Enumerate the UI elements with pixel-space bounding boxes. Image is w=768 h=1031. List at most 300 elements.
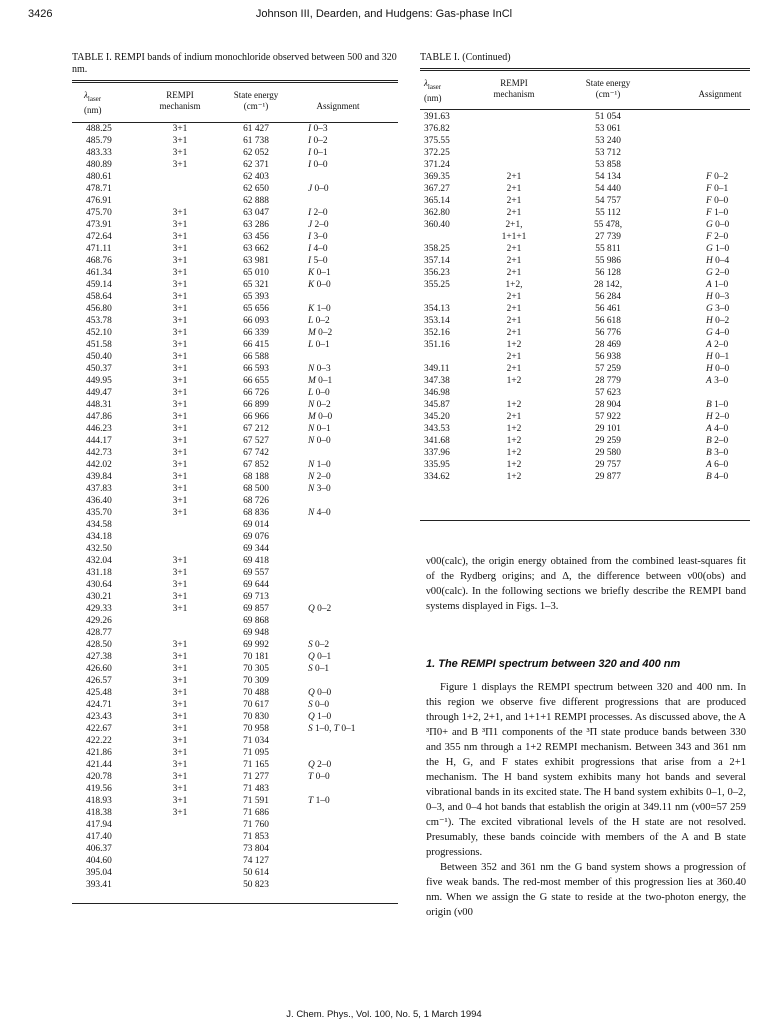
cell-assignment: H 0–1 <box>706 352 730 362</box>
cell-assignment: A 4–0 <box>706 424 729 434</box>
cell-laser: 343.53 <box>424 424 450 434</box>
table-row <box>86 423 396 435</box>
cell-state-energy: 66 415 <box>243 340 269 350</box>
table-row <box>424 435 750 447</box>
cell-assignment: B 2–0 <box>706 436 729 446</box>
table-row <box>86 603 396 615</box>
cell-assignment: N 4–0 <box>308 508 331 518</box>
cell-laser: 449.95 <box>86 376 112 386</box>
cell-state-energy: 65 010 <box>243 268 269 278</box>
cell-laser: 335.95 <box>424 460 450 470</box>
cell-assignment: F 1–0 <box>706 208 729 218</box>
cell-state-energy: 69 557 <box>243 568 269 578</box>
cell-assignment: H 0–0 <box>706 364 730 374</box>
cell-laser: 435.70 <box>86 508 112 518</box>
cell-assignment: J 2–0 <box>308 220 329 230</box>
cell-mechanism: 1+2 <box>506 448 522 458</box>
table-row <box>86 231 396 243</box>
cell-state-energy: 69 076 <box>243 532 269 542</box>
cell-state-energy: 65 393 <box>243 292 269 302</box>
cell-mechanism: 3+1 <box>172 424 188 434</box>
cell-state-energy: 57 623 <box>595 388 621 398</box>
cell-laser: 431.18 <box>86 568 112 578</box>
table-row <box>86 819 396 831</box>
paragraph-figure1: Figure 1 displays the REMPI spectrum between 320 and 400 nm. In this region we observe five different progressions that are produced through 1+2, 2+1, and 1+1+1 REMPI processes. As discussed above, the A ³Π0+ and B ³Π1 components of the ³Π state produce bands between 330 and 355 nm through a 1+2 REMPI mechanism. Between 343 and 361 nm the H, G, and F states exhibit progressions that arise from a 2+1 mechanism. The H band system exhibits many hot bands and several vibrational bands in its excited state. The H band system exhibits 0–1, 0–2, 0–3, and 0–4 hot bands that establish the origin at 349.11 nm (ν00=57 259 cm⁻¹). The excited vibrational levels of the H state are not resolved. Presumably, these bands coincide with members of the A and B state progressions. <box>426 682 746 858</box>
cell-state-energy: 63 047 <box>243 208 269 218</box>
cell-assignment: I 0–2 <box>308 136 328 146</box>
body-text-section <box>426 680 746 920</box>
table-row <box>86 747 396 759</box>
table-row <box>86 363 396 375</box>
cell-assignment: I 3–0 <box>308 232 328 242</box>
cell-laser: 471.11 <box>86 244 112 254</box>
cell-mechanism: 3+1 <box>172 760 188 770</box>
cell-laser: 428.50 <box>86 640 112 650</box>
table-row <box>86 195 396 207</box>
cell-laser: 375.55 <box>424 136 450 146</box>
cell-laser: 418.38 <box>86 808 112 818</box>
cell-laser: 345.20 <box>424 412 450 422</box>
cell-mechanism: 3+1 <box>172 376 188 386</box>
cell-assignment: J 0–0 <box>308 184 329 194</box>
cell-state-energy: 28 904 <box>595 400 621 410</box>
cell-assignment: N 3–0 <box>308 484 331 494</box>
table-row <box>86 687 396 699</box>
table-row <box>86 855 396 867</box>
table-row <box>424 339 750 351</box>
table-row <box>424 159 750 171</box>
cell-state-energy: 69 344 <box>243 544 269 554</box>
table-row <box>86 675 396 687</box>
section-heading: 1. The REMPI spectrum between 320 and 400 nm <box>426 658 681 670</box>
cell-assignment: L 0–0 <box>308 388 330 398</box>
cell-state-energy: 29 101 <box>595 424 621 434</box>
cell-state-energy: 67 852 <box>243 460 269 470</box>
cell-laser: 347.38 <box>424 376 450 386</box>
cell-assignment: B 3–0 <box>706 448 729 458</box>
cell-laser: 371.24 <box>424 160 450 170</box>
table-row <box>86 351 396 363</box>
cell-state-energy: 66 655 <box>243 376 269 386</box>
table-row <box>86 567 396 579</box>
cell-mechanism: 2+1 <box>506 292 522 302</box>
cell-laser: 468.76 <box>86 256 112 266</box>
cell-mechanism: 3+1 <box>172 352 188 362</box>
cell-assignment: N 0–1 <box>308 424 331 434</box>
paragraph-continuation: ν00(calc), the origin energy obtained from the combined least-squares fit of the Rydberg origins; and Δ, the difference between ν00(obs) and ν00(calc). In the following sections we briefly describe the REMPI band systems displayed in Figs. 1–3. <box>426 556 746 612</box>
cell-state-energy: 29 757 <box>595 460 621 470</box>
cell-laser: 357.14 <box>424 256 450 266</box>
cell-mechanism: 2+1, <box>505 220 523 230</box>
cell-assignment: Q 2–0 <box>308 760 332 770</box>
cell-state-energy: 68 500 <box>243 484 269 494</box>
cell-laser: 450.37 <box>86 364 112 374</box>
cell-mechanism: 3+1 <box>172 784 188 794</box>
cell-mechanism: 3+1 <box>172 364 188 374</box>
table-row <box>424 195 750 207</box>
cell-laser: 473.91 <box>86 220 112 230</box>
table-row <box>424 255 750 267</box>
cell-laser: 480.61 <box>86 172 112 182</box>
cell-mechanism: 2+1 <box>506 172 522 182</box>
cell-state-energy: 67 212 <box>243 424 269 434</box>
table-row <box>86 411 396 423</box>
table-row <box>86 447 396 459</box>
cell-assignment: S 0–0 <box>308 700 330 710</box>
cell-assignment: A 3–0 <box>706 376 729 386</box>
running-header <box>28 6 740 24</box>
cell-assignment: Q 0–2 <box>308 604 332 614</box>
table-row <box>86 783 396 795</box>
cell-laser: 360.40 <box>424 220 450 230</box>
col-header-rempi: REMPI mechanism <box>159 90 201 111</box>
cell-laser: 451.58 <box>86 340 112 350</box>
cell-mechanism: 3+1 <box>172 316 188 326</box>
cell-state-energy: 56 776 <box>595 328 621 338</box>
cell-assignment: T 1–0 <box>308 796 330 806</box>
cell-laser: 432.50 <box>86 544 112 554</box>
table-caption-right: TABLE I. (Continued) <box>420 52 511 63</box>
cell-mechanism: 3+1 <box>172 208 188 218</box>
table-row <box>86 531 396 543</box>
cell-laser: 450.40 <box>86 352 112 362</box>
cell-assignment: Q 0–0 <box>308 688 332 698</box>
cell-assignment: B 4–0 <box>706 472 729 482</box>
table-row <box>86 147 396 159</box>
cell-state-energy: 57 259 <box>595 364 621 374</box>
cell-assignment: B 1–0 <box>706 400 729 410</box>
table-bottom-rule-right <box>420 520 750 521</box>
cell-mechanism: 3+1 <box>172 448 188 458</box>
cell-laser: 419.56 <box>86 784 112 794</box>
cell-laser: 354.13 <box>424 304 450 314</box>
table-row <box>86 279 396 291</box>
table-row <box>86 867 396 879</box>
cell-assignment: F 0–2 <box>706 172 729 182</box>
cell-laser: 432.04 <box>86 556 112 566</box>
cell-state-energy: 71 277 <box>243 772 269 782</box>
cell-state-energy: 69 948 <box>243 628 269 638</box>
cell-state-energy: 71 165 <box>243 760 269 770</box>
cell-assignment: H 0–3 <box>706 292 730 302</box>
cell-mechanism: 3+1 <box>172 592 188 602</box>
cell-laser: 437.83 <box>86 484 112 494</box>
table-row <box>424 219 750 231</box>
cell-assignment: G 2–0 <box>706 268 730 278</box>
cell-state-energy: 62 888 <box>243 196 269 206</box>
cell-laser: 355.25 <box>424 280 450 290</box>
cell-mechanism: 2+1 <box>506 304 522 314</box>
table-row <box>86 555 396 567</box>
cell-mechanism: 1+2 <box>506 460 522 470</box>
col-header-laser: $\lambda_{laser}$ (nm) <box>84 90 102 115</box>
cell-mechanism: 3+1 <box>172 328 188 338</box>
cell-mechanism: 3+1 <box>172 244 188 254</box>
cell-state-energy: 54 440 <box>595 184 621 194</box>
table-row <box>86 327 396 339</box>
cell-state-energy: 61 738 <box>243 136 269 146</box>
table-row <box>86 471 396 483</box>
cell-mechanism: 3+1 <box>172 676 188 686</box>
cell-mechanism: 2+1 <box>506 256 522 266</box>
cell-mechanism: 3+1 <box>172 556 188 566</box>
cell-state-energy: 53 858 <box>595 160 621 170</box>
table-row <box>86 723 396 735</box>
cell-assignment: A 2–0 <box>706 340 729 350</box>
cell-assignment: N 0–2 <box>308 400 331 410</box>
cell-mechanism: 1+2 <box>506 376 522 386</box>
table-row <box>86 315 396 327</box>
cell-laser: 421.86 <box>86 748 112 758</box>
cell-state-energy: 55 986 <box>595 256 621 266</box>
cell-state-energy: 28 779 <box>595 376 621 386</box>
table-row <box>86 507 396 519</box>
cell-laser: 349.11 <box>424 364 450 374</box>
cell-state-energy: 71 686 <box>243 808 269 818</box>
cell-assignment: H 2–0 <box>706 412 730 422</box>
cell-laser: 461.34 <box>86 268 112 278</box>
cell-mechanism: 1+2 <box>506 436 522 446</box>
cell-laser: 452.10 <box>86 328 112 338</box>
cell-mechanism: 1+2 <box>506 424 522 434</box>
cell-laser: 472.64 <box>86 232 112 242</box>
table-row <box>424 123 750 135</box>
cell-state-energy: 29 259 <box>595 436 621 446</box>
cell-laser: 448.31 <box>86 400 112 410</box>
running-title: Johnson III, Dearden, and Hudgens: Gas-phase InCl <box>255 8 513 20</box>
cell-mechanism: 3+1 <box>172 340 188 350</box>
cell-state-energy: 69 014 <box>243 520 269 530</box>
cell-mechanism: 2+1 <box>506 316 522 326</box>
cell-mechanism: 2+1 <box>506 244 522 254</box>
cell-assignment: I 4–0 <box>308 244 328 254</box>
cell-mechanism: 3+1 <box>172 748 188 758</box>
table-row <box>424 423 750 435</box>
cell-laser: 442.02 <box>86 460 112 470</box>
cell-state-energy: 56 461 <box>595 304 621 314</box>
cell-mechanism: 2+1 <box>506 208 522 218</box>
cell-laser: 458.64 <box>86 292 112 302</box>
cell-laser: 483.33 <box>86 148 112 158</box>
cell-mechanism: 3+1 <box>172 508 188 518</box>
cell-mechanism: 3+1 <box>172 412 188 422</box>
cell-laser: 439.84 <box>86 472 112 482</box>
table-row <box>86 387 396 399</box>
cell-mechanism: 3+1 <box>172 124 188 134</box>
table-row <box>424 327 750 339</box>
cell-state-energy: 62 403 <box>243 172 269 182</box>
cell-state-energy: 67 742 <box>243 448 269 458</box>
table-caption-left: TABLE I. REMPI bands of indium monochloride observed between 500 and 320 nm. <box>72 52 397 75</box>
table-row <box>86 519 396 531</box>
cell-assignment: F 0–0 <box>706 196 729 206</box>
cell-mechanism: 3+1 <box>172 640 188 650</box>
table-row <box>86 543 396 555</box>
cell-assignment: G 4–0 <box>706 328 730 338</box>
cell-mechanism: 3+1 <box>172 280 188 290</box>
cell-mechanism: 3+1 <box>172 460 188 470</box>
cell-laser: 376.82 <box>424 124 450 134</box>
table-bottom-rule <box>72 903 398 904</box>
cell-laser: 442.73 <box>86 448 112 458</box>
table-row <box>86 651 396 663</box>
cell-laser: 476.91 <box>86 196 112 206</box>
cell-assignment: N 2–0 <box>308 472 331 482</box>
cell-state-energy: 55 478, <box>593 220 623 230</box>
cell-assignment: M 0–2 <box>308 328 333 338</box>
cell-mechanism: 3+1 <box>172 664 188 674</box>
cell-mechanism: 1+2 <box>506 340 522 350</box>
cell-laser: 444.17 <box>86 436 112 446</box>
col-header-assignment-right: Assignment <box>698 89 742 99</box>
cell-laser: 346.98 <box>424 388 450 398</box>
cell-laser: 356.23 <box>424 268 450 278</box>
cell-laser: 341.68 <box>424 436 450 446</box>
table-row <box>424 351 750 363</box>
table-row <box>86 735 396 747</box>
cell-mechanism: 3+1 <box>172 688 188 698</box>
cell-mechanism: 3+1 <box>172 400 188 410</box>
cell-mechanism: 3+1 <box>172 652 188 662</box>
cell-laser: 358.25 <box>424 244 450 254</box>
cell-laser: 425.48 <box>86 688 112 698</box>
table-row <box>424 183 750 195</box>
table-row <box>86 843 396 855</box>
cell-state-energy: 29 877 <box>595 472 621 482</box>
cell-mechanism: 2+1 <box>506 364 522 374</box>
table-row <box>424 207 750 219</box>
cell-state-energy: 66 339 <box>243 328 269 338</box>
cell-state-energy: 68 836 <box>243 508 269 518</box>
cell-laser: 475.70 <box>86 208 112 218</box>
cell-laser: 436.40 <box>86 496 112 506</box>
cell-mechanism: 3+1 <box>172 496 188 506</box>
cell-laser: 426.60 <box>86 664 112 674</box>
cell-laser: 426.57 <box>86 676 112 686</box>
cell-mechanism: 3+1 <box>172 220 188 230</box>
cell-state-energy: 53 712 <box>595 148 621 158</box>
cell-laser: 456.80 <box>86 304 112 314</box>
cell-state-energy: 55 112 <box>595 208 621 218</box>
cell-laser: 453.78 <box>86 316 112 326</box>
cell-assignment: K 0–0 <box>308 280 331 290</box>
table-row <box>86 795 396 807</box>
cell-laser: 365.14 <box>424 196 450 206</box>
table-row <box>86 663 396 675</box>
table-row <box>86 159 396 171</box>
cell-laser: 351.16 <box>424 340 450 350</box>
table-row <box>86 123 396 135</box>
cell-mechanism: 3+1 <box>172 808 188 818</box>
cell-laser: 447.86 <box>86 412 112 422</box>
cell-state-energy: 66 966 <box>243 412 269 422</box>
cell-mechanism: 3+1 <box>172 712 188 722</box>
cell-assignment: I 2–0 <box>308 208 328 218</box>
cell-laser: 362.80 <box>424 208 450 218</box>
table-row <box>424 279 750 291</box>
cell-state-energy: 57 922 <box>595 412 621 422</box>
table-row <box>86 207 396 219</box>
cell-mechanism: 2+1 <box>506 412 522 422</box>
table-row <box>86 639 396 651</box>
cell-state-energy: 66 093 <box>243 316 269 326</box>
cell-laser: 404.60 <box>86 856 112 866</box>
cell-laser: 423.43 <box>86 712 112 722</box>
cell-state-energy: 70 830 <box>243 712 269 722</box>
table-row <box>424 363 750 375</box>
col-header-assignment: Assignment <box>316 101 360 111</box>
table-top-rule-right <box>420 68 750 71</box>
table-row <box>86 303 396 315</box>
cell-state-energy: 53 061 <box>595 124 621 134</box>
table-row <box>424 315 750 327</box>
table-row <box>424 135 750 147</box>
cell-state-energy: 27 739 <box>595 232 621 242</box>
cell-assignment: H 0–4 <box>706 256 730 266</box>
cell-assignment: M 0–0 <box>308 412 333 422</box>
table-row <box>86 759 396 771</box>
cell-assignment: N 0–0 <box>308 436 331 446</box>
cell-state-energy: 54 134 <box>595 172 621 182</box>
cell-assignment: Q 1–0 <box>308 712 332 722</box>
cell-state-energy: 66 593 <box>243 364 269 374</box>
cell-mechanism: 3+1 <box>172 700 188 710</box>
footer-citation: J. Chem. Phys., Vol. 100, No. 5, 1 March 1994 <box>286 1009 482 1020</box>
cell-mechanism: 3+1 <box>172 148 188 158</box>
cell-state-energy: 61 427 <box>243 124 269 134</box>
table-body-right <box>424 111 750 483</box>
cell-assignment: K 0–1 <box>308 268 331 278</box>
cell-state-energy: 69 418 <box>243 556 269 566</box>
cell-mechanism: 3+1 <box>172 472 188 482</box>
cell-state-energy: 70 181 <box>243 652 269 662</box>
cell-state-energy: 71 760 <box>243 820 269 830</box>
cell-state-energy: 66 899 <box>243 400 269 410</box>
cell-state-energy: 62 371 <box>243 160 269 170</box>
cell-state-energy: 69 857 <box>243 604 269 614</box>
cell-state-energy: 71 095 <box>243 748 269 758</box>
cell-state-energy: 69 992 <box>243 640 269 650</box>
cell-laser: 421.44 <box>86 760 112 770</box>
table-row <box>424 375 750 387</box>
table-row <box>424 171 750 183</box>
table-row <box>86 771 396 783</box>
cell-assignment: I 0–0 <box>308 160 328 170</box>
cell-laser: 422.22 <box>86 736 112 746</box>
cell-assignment: S 0–2 <box>308 640 330 650</box>
cell-laser: 430.21 <box>86 592 112 602</box>
cell-laser: 485.79 <box>86 136 112 146</box>
cell-laser: 478.71 <box>86 184 112 194</box>
cell-laser: 428.77 <box>86 628 112 638</box>
cell-assignment: I 0–1 <box>308 148 328 158</box>
cell-laser: 367.27 <box>424 184 450 194</box>
cell-state-energy: 53 240 <box>595 136 621 146</box>
cell-mechanism: 3+1 <box>172 724 188 734</box>
cell-laser: 334.62 <box>424 472 450 482</box>
table-row <box>86 255 396 267</box>
cell-mechanism: 3+1 <box>172 160 188 170</box>
table-row <box>86 591 396 603</box>
cell-laser: 480.89 <box>86 160 112 170</box>
cell-mechanism: 3+1 <box>172 268 188 278</box>
cell-assignment: N 0–3 <box>308 364 331 374</box>
table-row <box>86 435 396 447</box>
cell-laser: 429.26 <box>86 616 112 626</box>
cell-laser: 459.14 <box>86 280 112 290</box>
table-row <box>86 243 396 255</box>
table-row <box>424 399 750 411</box>
